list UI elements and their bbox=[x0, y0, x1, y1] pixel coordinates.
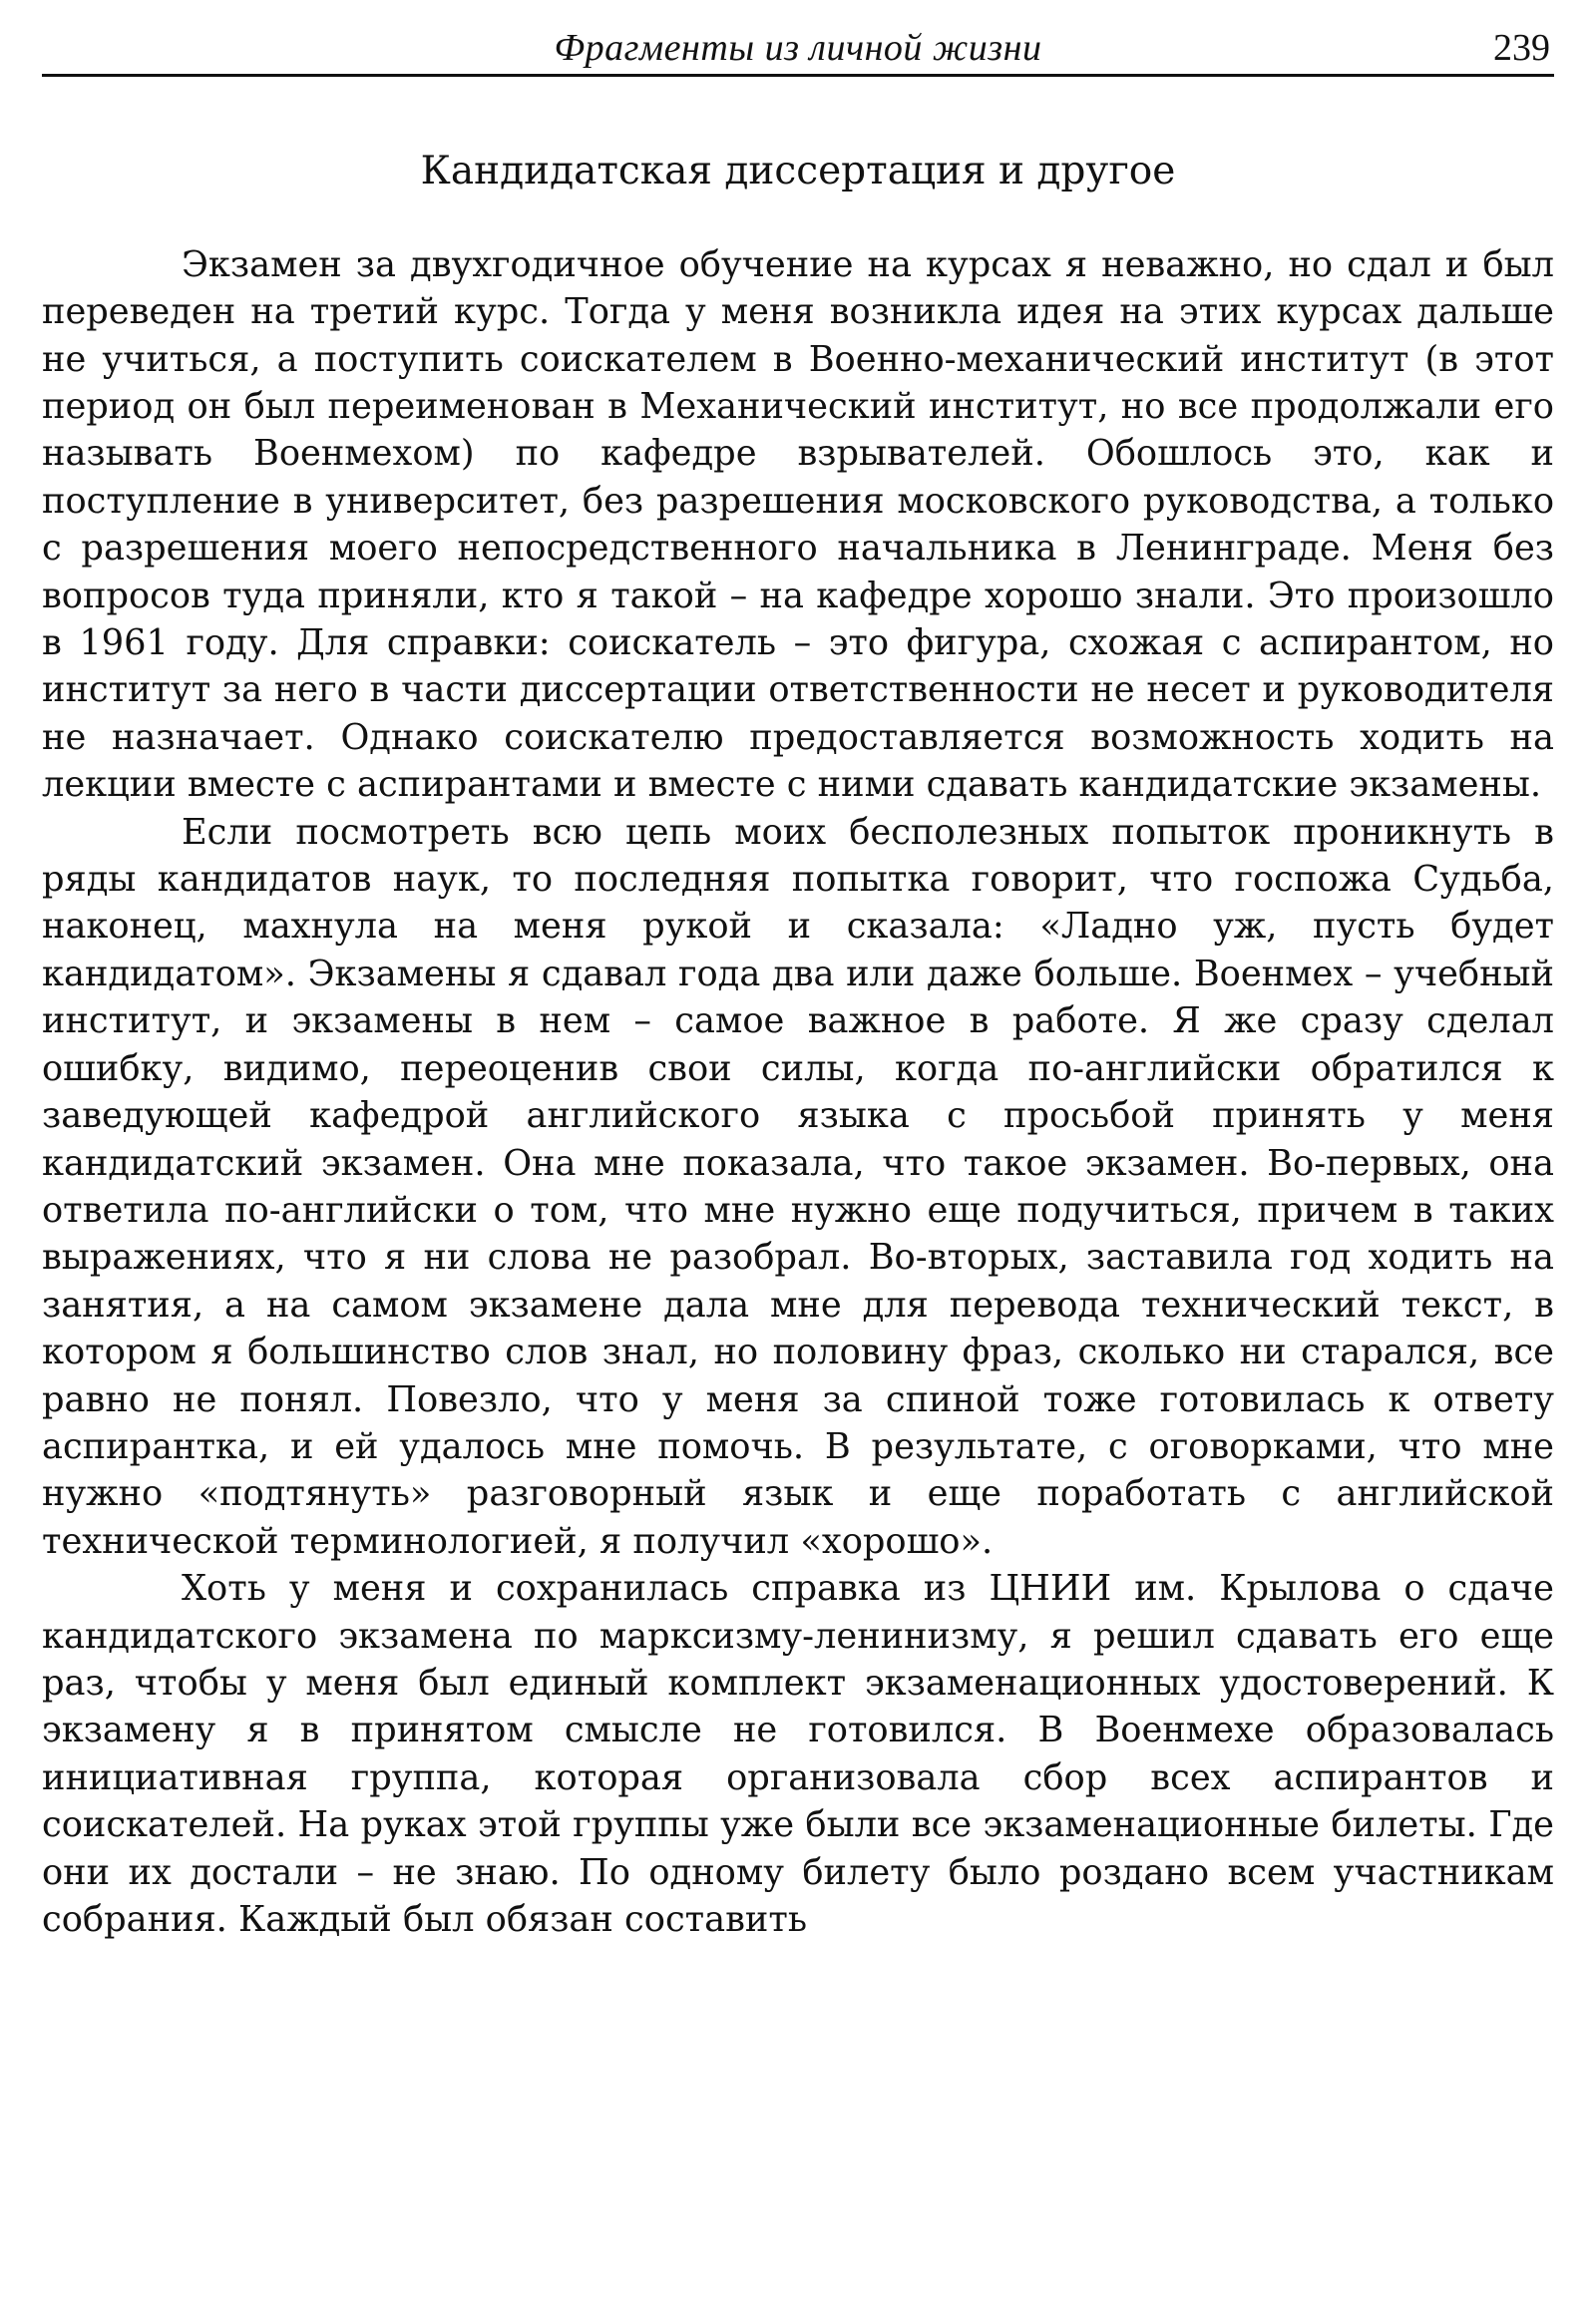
running-header bbox=[42, 20, 1554, 77]
paragraph: Экзамен за двухгодичное обучение на курсах я неважно, но сдал и был переведен на третий курс. Тогда у меня возникла идея на этих курсах дальше не учиться, а поступить соискателем в Военно-механический институт (в этот период он был переименован в Механический институт, но все продолжали его называть Военмехом) по кафедре взрывателей. Обошлось это, как и поступление в университет, без разрешения московского руководства, а только с разрешения моего непосредственного начальника в Ленинграде. Меня без вопросов туда приняли, кто я такой – на кафедре хорошо знали. Это произошло в 1961 году. Для справки: соискатель – это фигура, схожая с аспирантом, но институт за него в части диссертации ответственности не несет и руководителя не назначает. Однако соискателю предоставляется возможность ходить на лекции вместе с аспирантами и вместе с ними сдавать кандидатские экзамены. bbox=[42, 243, 1554, 806]
body-text bbox=[42, 241, 1554, 1944]
paragraph: Хоть у меня и сохранилась справка из ЦНИИ им. Крылова о сдаче кандидатского экзамена по марксизму-ленинизму, я решил сдавать его еще раз, чтобы у меня был единый комплект экзаменационных удостоверений. К экзамену я в принятом смысле не готовился. В Военмехе образовалась инициативная группа, которая организовала сбор всех аспирантов и соискателей. На руках этой группы уже были все экзаменационные билеты. Где они их достали – не знаю. По одному билету было роздано всем участникам собрания. Каждый был обязан составить bbox=[42, 1568, 1554, 1941]
page-number: 239 bbox=[1493, 27, 1550, 69]
book-page bbox=[42, 20, 1554, 1943]
running-title: Фрагменты из личной жизни bbox=[554, 27, 1042, 69]
section-title: Кандидатская диссертация и другое bbox=[420, 149, 1176, 193]
paragraph: Если посмотреть всю цепь моих бесполезных попыток проникнуть в ряды кандидатов наук, то последняя попытка говорит, что госпожа Судьба, наконец, махнула на меня рукой и сказала: «Ладно уж, пусть будет кандидатом». Экзамены я сдавал года два или даже больше. Военмех – учебный институт, и экзамены в нем – самое важное в работе. Я же сразу сделал ошибку, видимо, переоценив свои силы, когда по-английски обратился к заведующей кафедрой английского языка с просьбой принять у меня кандидатский экзамен. Она мне показала, что такое экзамен. Во-первых, она ответила по-английски о том, что мне нужно еще подучиться, причем в таких выражениях, что я ни слова не разобрал. Во-вторых, заставила год ходить на занятия, а на самом экзамене дала мне для перевода технический текст, в котором я большинство слов знал, но половину фраз, сколько ни старался, все равно не понял. Повезло, что у меня за спиной тоже готовилась к ответу аспирантка, и ей удалось мне помочь. В результате, с оговорками, что мне нужно «подтянуть» разговорный язык и еще поработать с английской технической терминологией, я получил «хорошо». bbox=[42, 811, 1554, 1562]
